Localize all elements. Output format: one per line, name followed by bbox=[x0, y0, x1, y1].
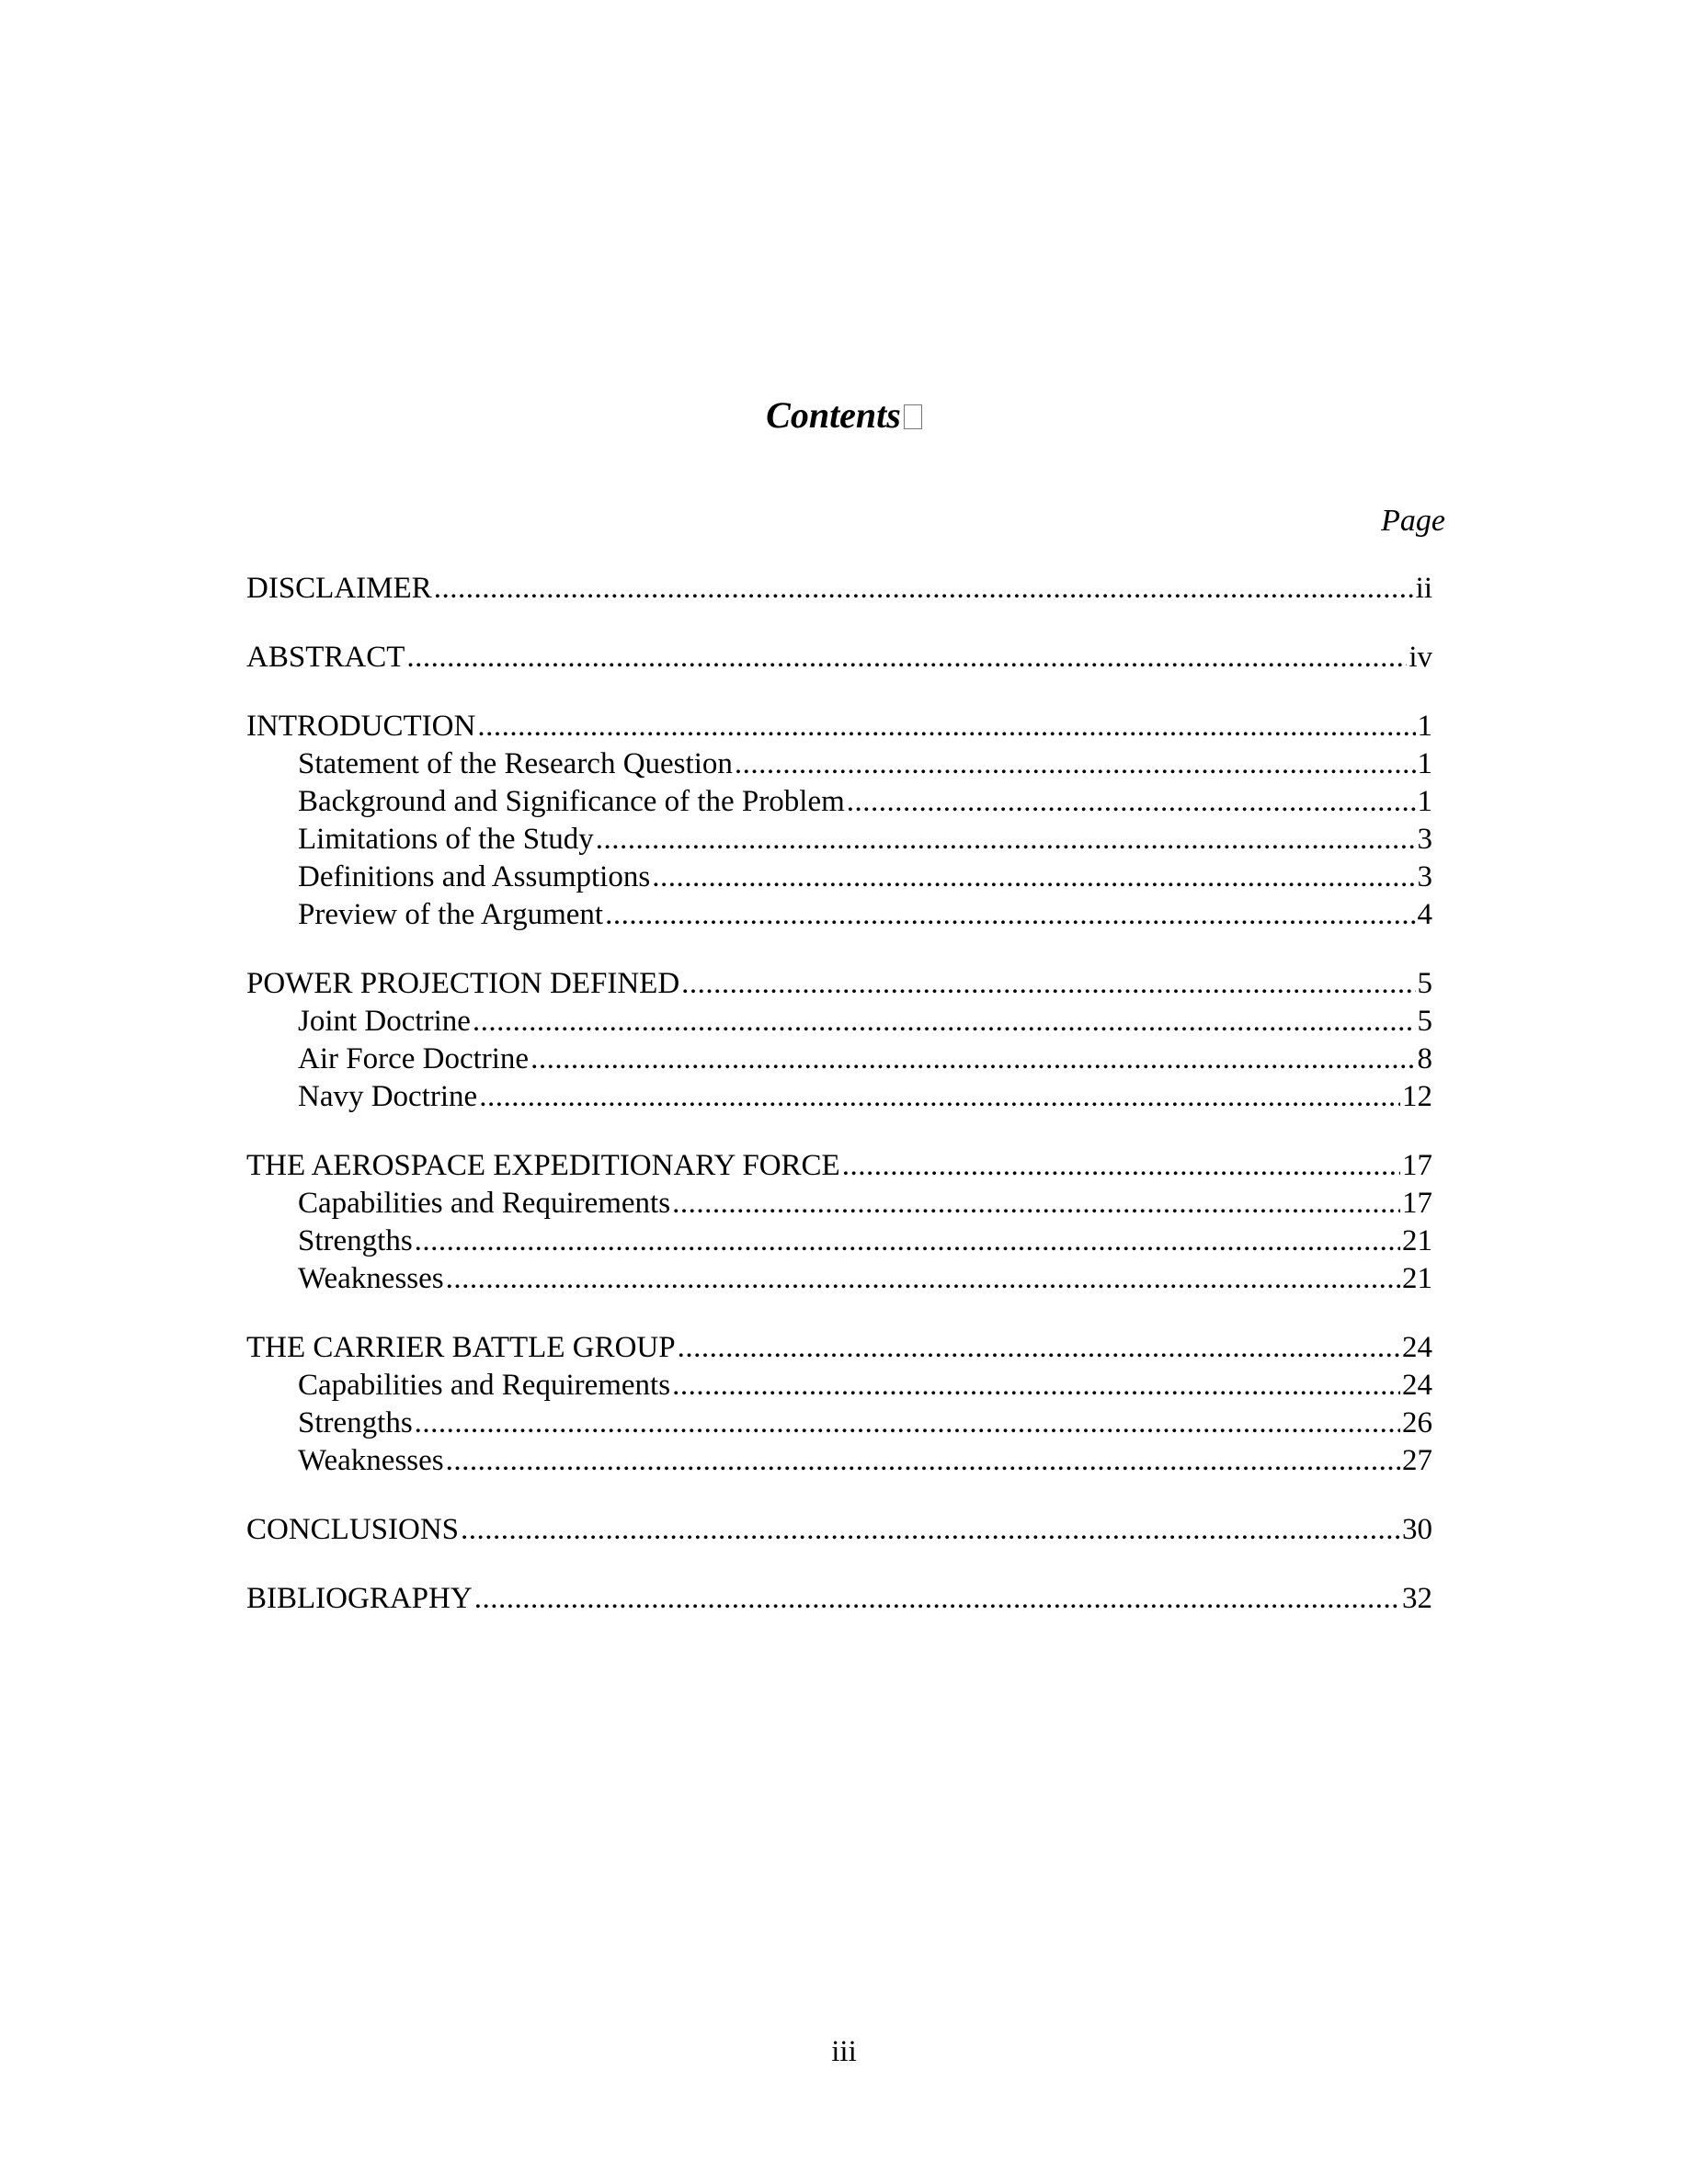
toc-entry[interactable] bbox=[246, 1580, 1432, 1618]
page-number: iii bbox=[831, 2035, 857, 2068]
toc-entry-page: 32 bbox=[1402, 1582, 1432, 1615]
dot-leader bbox=[415, 1405, 1400, 1442]
dot-leader bbox=[678, 1329, 1400, 1367]
toc-entry-label: Joint Doctrine bbox=[298, 1005, 471, 1038]
toc-entry-label: Capabilities and Requirements bbox=[298, 1187, 671, 1220]
toc-entry-label: Background and Significance of the Problem bbox=[298, 785, 845, 818]
toc-entry[interactable] bbox=[246, 1329, 1432, 1367]
toc-entry-page: 17 bbox=[1402, 1187, 1432, 1220]
toc-subentry[interactable] bbox=[246, 1405, 1432, 1442]
toc-entry-page: 1 bbox=[1417, 785, 1432, 818]
toc-entry-page: 3 bbox=[1417, 823, 1432, 856]
toc-entry-page: 1 bbox=[1417, 747, 1432, 780]
toc-entry-label: Definitions and Assumptions bbox=[298, 860, 651, 893]
toc-subentry[interactable] bbox=[246, 1223, 1432, 1260]
toc-entry-page: 12 bbox=[1402, 1080, 1432, 1113]
toc-entry[interactable] bbox=[246, 965, 1432, 1003]
dot-leader bbox=[652, 859, 1415, 896]
toc-subentry[interactable] bbox=[246, 896, 1432, 934]
toc-entry[interactable] bbox=[246, 570, 1432, 608]
toc-subentry[interactable] bbox=[246, 745, 1432, 783]
toc-entry-label: Strengths bbox=[298, 1406, 413, 1439]
dot-leader bbox=[672, 1185, 1400, 1223]
toc-subentry[interactable] bbox=[246, 1442, 1432, 1480]
toc-entry-page: 8 bbox=[1417, 1042, 1432, 1075]
dot-leader bbox=[446, 1442, 1400, 1480]
toc-entry-page: 21 bbox=[1402, 1224, 1432, 1257]
toc-entry-label: Capabilities and Requirements bbox=[298, 1369, 671, 1402]
toc-subentry[interactable] bbox=[246, 859, 1432, 896]
toc-subentry[interactable] bbox=[246, 1078, 1432, 1116]
dot-leader bbox=[681, 965, 1415, 1003]
toc-subentry[interactable] bbox=[246, 1367, 1432, 1405]
toc-section bbox=[246, 1147, 1432, 1298]
toc-section bbox=[246, 570, 1432, 608]
dot-leader bbox=[530, 1041, 1415, 1078]
toc-entry[interactable] bbox=[246, 1147, 1432, 1185]
toc-entry-label: ABSTRACT bbox=[246, 641, 405, 674]
missing-glyph-box bbox=[904, 404, 922, 429]
toc-entry[interactable] bbox=[246, 708, 1432, 745]
dot-leader bbox=[596, 821, 1416, 859]
toc-entry-page: 24 bbox=[1402, 1331, 1432, 1364]
toc-entry-label: Air Force Doctrine bbox=[298, 1042, 530, 1075]
toc-entry-label: Limitations of the Study bbox=[298, 823, 594, 856]
dot-leader bbox=[479, 1078, 1400, 1116]
dot-leader bbox=[406, 639, 1407, 677]
page-title bbox=[0, 390, 1688, 441]
table-of-contents bbox=[246, 570, 1432, 1649]
toc-subentry[interactable] bbox=[246, 1003, 1432, 1041]
toc-entry-page: 21 bbox=[1402, 1262, 1432, 1295]
dot-leader bbox=[842, 1147, 1400, 1185]
toc-entry-label: BIBLIOGRAPHY bbox=[246, 1582, 473, 1615]
toc-entry-page: 30 bbox=[1402, 1513, 1432, 1546]
toc-subentry[interactable] bbox=[246, 1260, 1432, 1298]
toc-section bbox=[246, 1511, 1432, 1549]
toc-entry-label: Statement of the Research Question bbox=[298, 747, 733, 780]
toc-entry-label: Weaknesses bbox=[298, 1444, 444, 1477]
toc-entry[interactable] bbox=[246, 639, 1432, 677]
toc-entry-label: Preview of the Argument bbox=[298, 898, 604, 931]
dot-leader bbox=[434, 570, 1414, 608]
dot-leader bbox=[672, 1367, 1400, 1405]
toc-subentry[interactable] bbox=[246, 1185, 1432, 1223]
toc-entry-label: CONCLUSIONS bbox=[246, 1513, 460, 1546]
toc-entry-page: 5 bbox=[1417, 967, 1432, 1000]
page-title-text: Contents bbox=[766, 394, 901, 436]
toc-entry-page: 4 bbox=[1417, 898, 1432, 931]
dot-leader bbox=[605, 896, 1415, 934]
toc-entry-label: THE CARRIER BATTLE GROUP bbox=[246, 1331, 676, 1364]
toc-entry-page: 26 bbox=[1402, 1406, 1432, 1439]
toc-subentry[interactable] bbox=[246, 1041, 1432, 1078]
dot-leader bbox=[474, 1580, 1400, 1618]
toc-entry-page: 24 bbox=[1402, 1369, 1432, 1402]
dot-leader bbox=[847, 783, 1416, 821]
toc-entry-page: 5 bbox=[1417, 1005, 1432, 1038]
dot-leader bbox=[415, 1223, 1400, 1260]
toc-subentry[interactable] bbox=[246, 821, 1432, 859]
toc-entry-page: 3 bbox=[1417, 860, 1432, 893]
toc-entry-label: DISCLAIMER bbox=[246, 572, 432, 605]
toc-subentry[interactable] bbox=[246, 783, 1432, 821]
toc-entry-label: Weaknesses bbox=[298, 1262, 444, 1295]
toc-entry-label: THE AEROSPACE EXPEDITIONARY FORCE bbox=[246, 1149, 840, 1182]
toc-entry[interactable] bbox=[246, 1511, 1432, 1549]
toc-section bbox=[246, 639, 1432, 677]
toc-section bbox=[246, 708, 1432, 934]
toc-entry-page: iv bbox=[1409, 641, 1432, 674]
dot-leader bbox=[446, 1260, 1400, 1298]
toc-entry-label: Strengths bbox=[298, 1224, 413, 1257]
toc-section bbox=[246, 1580, 1432, 1618]
dot-leader bbox=[477, 708, 1415, 745]
dot-leader bbox=[461, 1511, 1400, 1549]
page-column-heading: Page bbox=[1381, 504, 1445, 538]
dot-leader bbox=[735, 745, 1416, 783]
dot-leader bbox=[473, 1003, 1416, 1041]
toc-entry-label: INTRODUCTION bbox=[246, 710, 476, 743]
toc-entry-page: 17 bbox=[1402, 1149, 1432, 1182]
toc-section bbox=[246, 1329, 1432, 1480]
toc-entry-page: 27 bbox=[1402, 1444, 1432, 1477]
toc-entry-page: 1 bbox=[1417, 710, 1432, 743]
toc-entry-label: POWER PROJECTION DEFINED bbox=[246, 967, 680, 1000]
toc-section bbox=[246, 965, 1432, 1116]
toc-entry-page: ii bbox=[1415, 572, 1432, 605]
toc-entry-label: Navy Doctrine bbox=[298, 1080, 478, 1113]
